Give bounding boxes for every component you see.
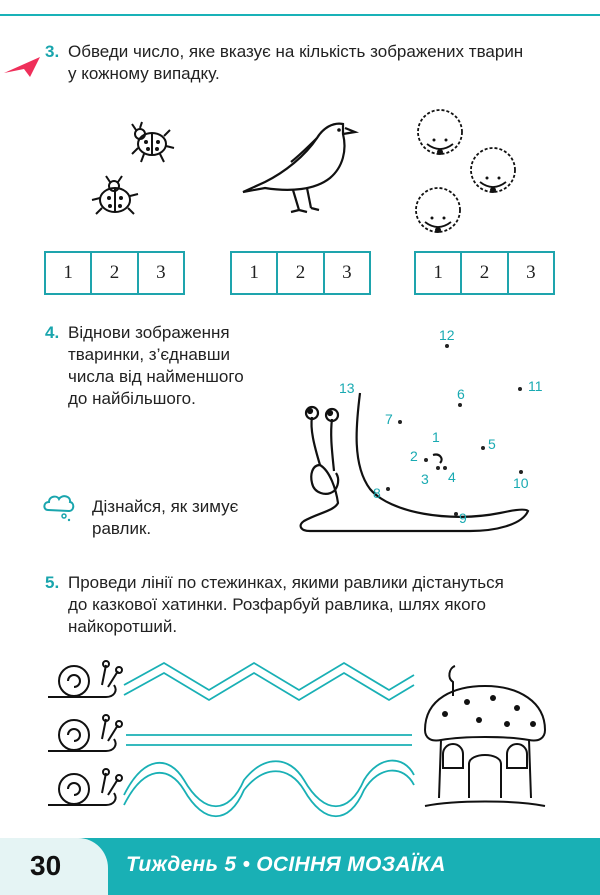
task3-number: 3. (45, 42, 60, 61)
dot-marker (481, 446, 485, 450)
task3-instruction-line1: Обведи число, яке вказує на кількість зображених тварин (68, 42, 524, 61)
dot-marker (443, 466, 447, 470)
task4-instruction-line: Віднови зображення (68, 323, 230, 342)
dot-label-10: 10 (513, 475, 529, 491)
answer-cell[interactable]: 3 (526, 262, 536, 283)
dot-label-8: 8 (373, 485, 381, 501)
footer-title: Тиждень 5 • ОСІННЯ МОЗАЇКА (126, 853, 446, 876)
answer-cell[interactable]: 3 (342, 262, 352, 283)
dot-marker (436, 466, 440, 470)
thought-cloud-icon (42, 492, 76, 522)
task5-instruction-line: найкоротший. (68, 617, 178, 636)
dot-marker (518, 387, 522, 391)
dot-label-12: 12 (439, 327, 455, 343)
task4-instruction-line: до найбільшого. (68, 389, 196, 408)
task3-instruction-line2: у кожному випадку. (68, 64, 220, 83)
task4-instruction-line: тваринки, з’єднавши (68, 345, 230, 364)
hint-line: Дізнайся, як зимує (92, 497, 239, 516)
task5-number: 5. (45, 573, 60, 592)
dot-label-13: 13 (339, 380, 355, 396)
dot-label-5: 5 (488, 436, 496, 452)
answer-box-bird (230, 251, 371, 295)
answer-cell[interactable]: 1 (46, 253, 92, 293)
dot-marker (424, 458, 428, 462)
dot-label-2: 2 (410, 448, 418, 464)
task4-number: 4. (45, 323, 60, 342)
snail-illustration (44, 655, 124, 820)
hint-line: равлик. (92, 519, 152, 538)
dot-marker (398, 420, 402, 424)
bird-illustration (235, 112, 365, 222)
answer-cell[interactable]: 1 (232, 253, 278, 293)
ladybug-illustration (80, 118, 190, 228)
dot-marker (519, 470, 523, 474)
pointer-arrow-icon (2, 55, 42, 79)
task5-instruction-line: до казкової хатинки. Розфарбуй равлика, шлях якого (68, 595, 486, 614)
dot-label-11: 11 (528, 378, 543, 394)
answer-box-ladybugs (44, 251, 185, 295)
page-number: 30 (30, 850, 62, 881)
snail-outline-illustration (290, 385, 540, 545)
dot-label-1: 1 (432, 429, 440, 445)
dot-marker (386, 487, 390, 491)
answer-box-hedgehogs (414, 251, 555, 295)
paths-illustration (124, 655, 414, 825)
hedgehog-illustration (405, 100, 565, 245)
task4-instruction-line: числа від найменшого (68, 367, 244, 386)
dot-label-6: 6 (457, 386, 465, 402)
dot-marker (458, 403, 462, 407)
answer-cell[interactable]: 3 (156, 262, 166, 283)
dot-label-4: 4 (448, 469, 456, 485)
dot-label-9: 9 (459, 510, 467, 526)
dot-marker (454, 512, 458, 516)
answer-cell[interactable]: 2 (92, 253, 138, 293)
answer-cell[interactable]: 2 (462, 253, 508, 293)
top-rule (0, 14, 600, 16)
answer-cell[interactable]: 1 (416, 253, 462, 293)
answer-cell[interactable]: 2 (278, 253, 324, 293)
mushroom-house-illustration (415, 658, 555, 818)
dot-marker (445, 344, 449, 348)
dot-label-3: 3 (421, 471, 429, 487)
dot-label-7: 7 (385, 411, 393, 427)
task5-instruction-line: Проведи лінії по стежинках, якими равлики дістануться (68, 573, 504, 592)
